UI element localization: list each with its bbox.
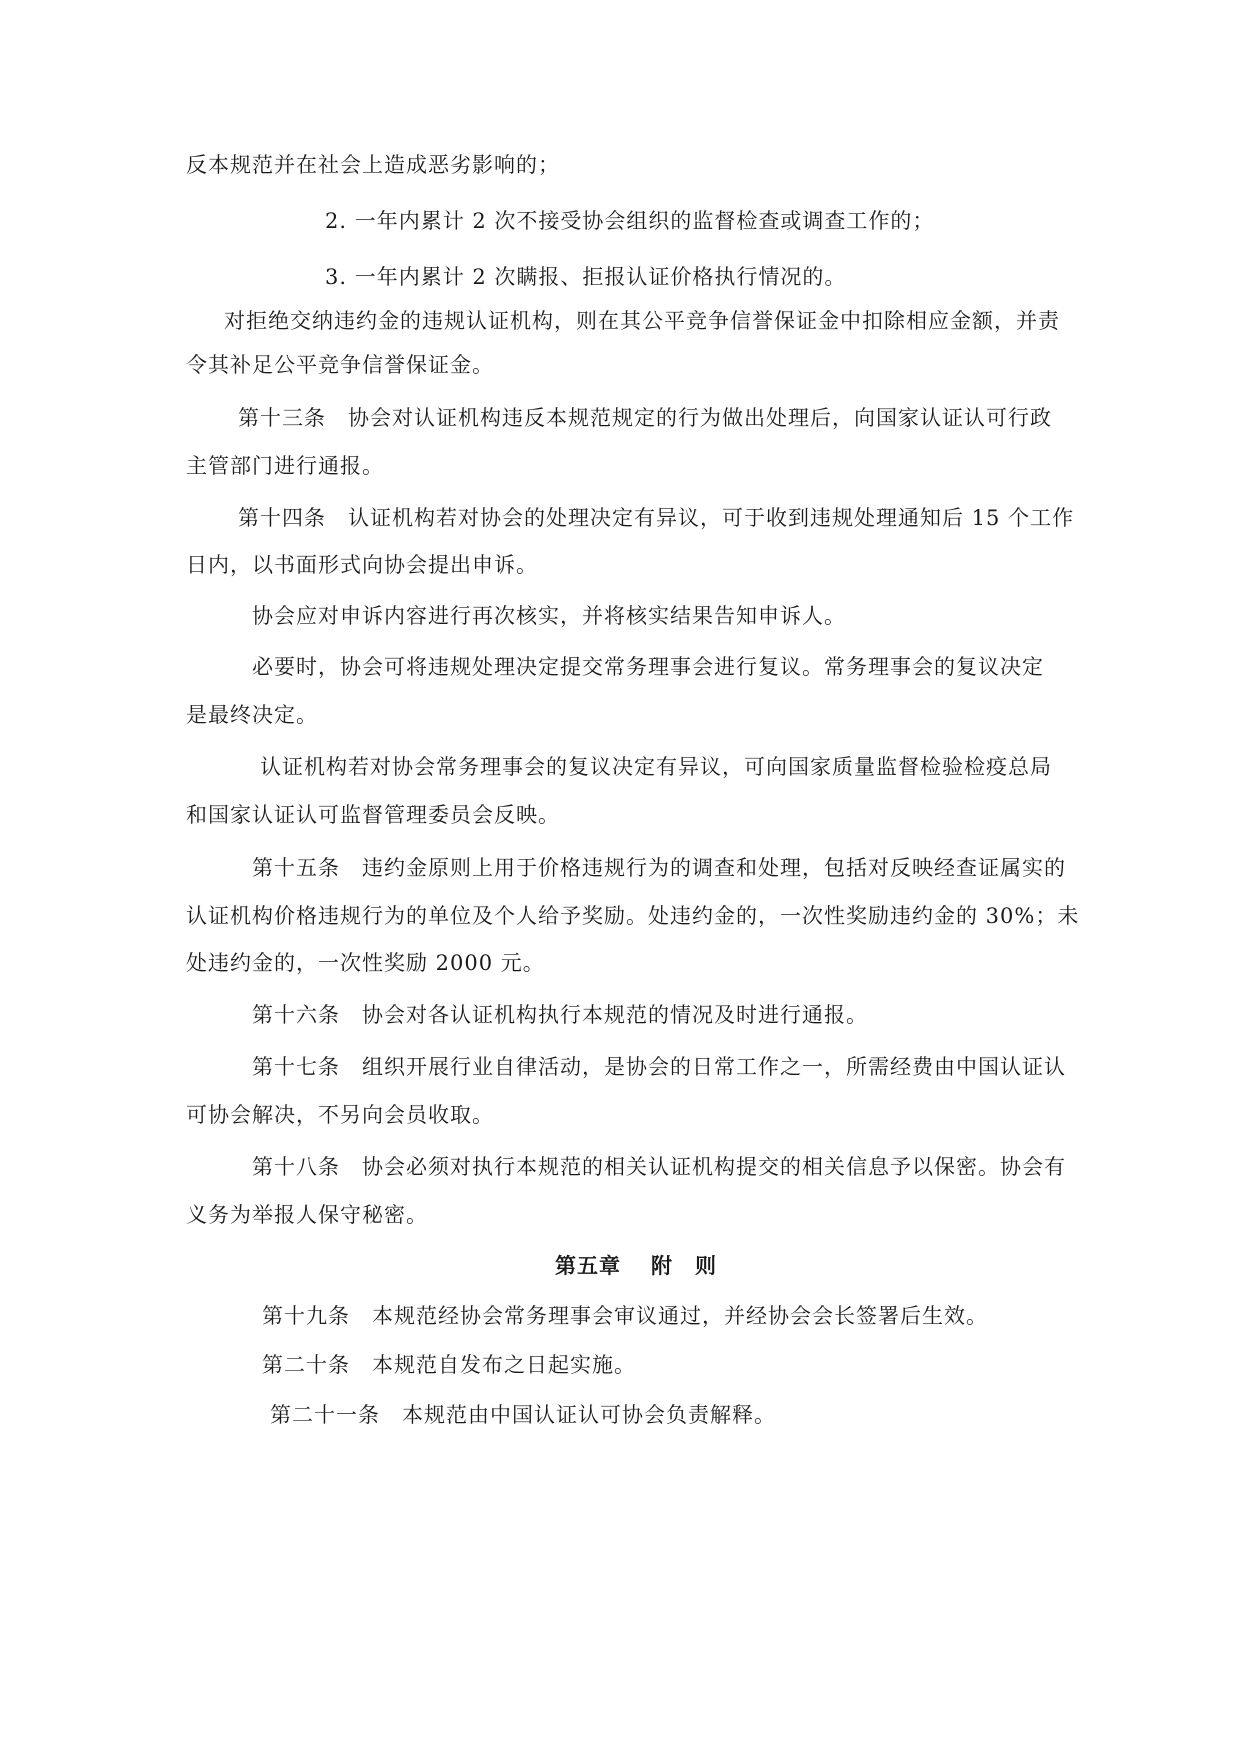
article-21: 第二十一条 本规范由中国认证认可协会负责解释。: [270, 1403, 776, 1427]
text-line: 认证机构若对协会常务理事会的复议决定有异议，可向国家质量监督检验检疫总局: [260, 755, 1052, 779]
chapter-title: 附 则: [651, 1253, 717, 1278]
text-line: 处违约金的，一次性奖励 2000 元。: [186, 951, 545, 975]
article-14: 第十四条 认证机构若对协会的处理决定有异议，可于收到违规处理通知后 15 个工作: [238, 506, 1075, 530]
article-19: 第十九条 本规范经协会常务理事会审议通过，并经协会会长签署后生效。: [262, 1304, 988, 1328]
article-15: 第十五条 违约金原则上用于价格违规行为的调查和处理，包括对反映经查证属实的: [252, 856, 1066, 880]
article-17: 第十七条 组织开展行业自律活动，是协会的日常工作之一，所需经费由中国认证认: [252, 1055, 1066, 1079]
article-18: 第十八条 协会必须对执行本规范的相关认证机构提交的相关信息予以保密。协会有: [252, 1155, 1066, 1179]
text-line: 认证机构价格违规行为的单位及个人给予奖励。处违约金的，一次性奖励违约金的 30%；未: [186, 904, 1080, 928]
article-13: 第十三条 协会对认证机构违反本规范规定的行为做出处理后，向国家认证认可行政: [238, 406, 1052, 430]
chapter-heading: [555, 1251, 717, 1281]
article-20: 第二十条 本规范自发布之日起实施。: [262, 1353, 636, 1377]
text-line: 是最终决定。: [186, 703, 318, 727]
list-item: 2. 一年内累计 2 次不接受协会组织的监督检查或调查工作的；: [325, 209, 935, 233]
text-line: 日内，以书面形式向协会提出申诉。: [186, 553, 538, 577]
article-16: 第十六条 协会对各认证机构执行本规范的情况及时进行通报。: [252, 1003, 868, 1027]
text-line: 协会应对申诉内容进行再次核实，并将核实结果告知申诉人。: [252, 604, 846, 628]
text-line: 可协会解决，不另向会员收取。: [186, 1103, 494, 1127]
chapter-number: 第五章: [555, 1253, 621, 1278]
text-line: 主管部门进行通报。: [186, 454, 384, 478]
list-item: 3. 一年内累计 2 次瞒报、拒报认证价格执行情况的。: [325, 265, 847, 289]
text-line: 必要时，协会可将违规处理决定提交常务理事会进行复议。常务理事会的复议决定: [252, 655, 1044, 679]
text-line: 对拒绝交纳违约金的违规认证机构，则在其公平竞争信誉保证金中扣除相应金额，并责: [224, 309, 1060, 333]
text-line: 和国家认证认可监督管理委员会反映。: [186, 803, 560, 827]
text-line: 反本规范并在社会上造成恶劣影响的；: [186, 153, 560, 177]
text-line: 义务为举报人保守秘密。: [186, 1203, 428, 1227]
text-line: 令其补足公平竞争信誉保证金。: [186, 353, 494, 377]
